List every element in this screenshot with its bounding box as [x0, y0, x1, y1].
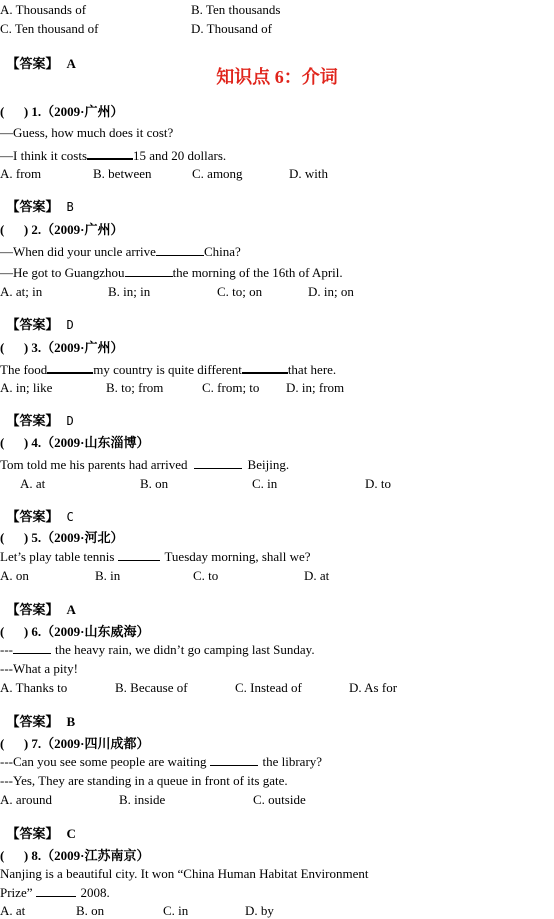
q6-option-a: A. Thanks to: [0, 680, 68, 695]
answer-value: B: [66, 200, 74, 214]
blank: [118, 549, 160, 561]
q4-header: ( ) 4.（2009·山东淄博）: [0, 435, 150, 450]
q8-option-c: C. in: [163, 903, 189, 918]
q1-option-d: D. with: [289, 166, 328, 181]
prev-option-c: C. Ten thousand of: [0, 21, 99, 36]
answer-value: A: [66, 602, 76, 617]
q1-option-a: A. from: [0, 166, 42, 181]
q1-answer: [0, 183, 74, 215]
q8-option-b: B. on: [76, 903, 105, 918]
q7-line1: ---Can you see some people are waiting the library?: [0, 754, 323, 769]
q7-header: ( ) 7.（2009·四川成都）: [0, 736, 150, 751]
answer-value: A: [66, 56, 76, 71]
answer-label: 【答案】: [6, 714, 59, 729]
blank: [47, 361, 93, 374]
q2-option-c: C. to; on: [217, 284, 263, 299]
q2-option-b: B. in; in: [108, 284, 151, 299]
section-title: 知识点 6：介词: [216, 67, 338, 87]
q5-answer: [0, 586, 76, 618]
q2-header: ( ) 2.（2009·广州）: [0, 222, 124, 237]
q1-line2: —I think it costs 15 and 20 dollars.: [0, 148, 227, 163]
q4-option-b: B. on: [140, 476, 169, 491]
q8-line1: Nanjing is a beautiful city. It won “China Human Habitat Environment: [0, 866, 369, 881]
q7-answer: [0, 810, 76, 842]
q2-option-a: A. at; in: [0, 284, 43, 299]
q6-option-d: D. As for: [349, 680, 398, 695]
q6-line1: --- the heavy rain, we didn’t go camping last Sunday.: [0, 642, 315, 657]
q5-option-b: B. in: [95, 568, 121, 583]
blank: [156, 244, 204, 256]
blank: [87, 147, 133, 160]
q1-header: ( ) 1.（2009·广州）: [0, 104, 124, 119]
q4-line1: Tom told me his parents had arrived Beijing.: [0, 457, 290, 472]
q6-line2: ---What a pity!: [0, 661, 78, 676]
q3-line1: The food my country is quite different that here.: [0, 362, 337, 377]
answer-label: 【答案】: [6, 199, 59, 214]
blank: [242, 361, 288, 374]
q5-line1: Let’s play table tennis Tuesday morning, shall we?: [0, 549, 311, 564]
answer-value: D: [66, 414, 74, 428]
blank: [13, 642, 51, 654]
q7-option-b: B. inside: [119, 792, 166, 807]
q3-header: ( ) 3.（2009·广州）: [0, 340, 124, 355]
q2-line2: —He got to Guangzhou the morning of the 16th of April.: [0, 265, 343, 280]
q5-option-d: D. at: [304, 568, 330, 583]
q6-answer: [0, 698, 75, 730]
q8-header: ( ) 8.（2009·江苏南京）: [0, 848, 150, 863]
answer-label: 【答案】: [6, 317, 59, 332]
q7-option-c: C. outside: [253, 792, 306, 807]
prev-option-a: A. Thousands of: [0, 2, 87, 17]
q1-option-b: B. between: [93, 166, 152, 181]
blank: [125, 265, 173, 277]
q4-option-a: A. at: [20, 476, 46, 491]
q1-option-c: C. among: [192, 166, 243, 181]
q4-answer: [0, 493, 74, 525]
q5-option-c: C. to: [193, 568, 219, 583]
blank: [194, 457, 242, 469]
answer-value: D: [66, 318, 74, 332]
answer-label: 【答案】: [6, 413, 59, 428]
q8-option-d: D. by: [245, 903, 274, 918]
q2-answer: [0, 301, 74, 333]
blank: [210, 754, 258, 766]
q4-option-c: C. in: [252, 476, 278, 491]
q2-line1: —When did your uncle arrive China?: [0, 244, 241, 259]
q3-option-c: C. from; to: [202, 380, 260, 395]
q3-answer: [0, 397, 74, 429]
blank: [36, 885, 76, 897]
q3-option-b: B. to; from: [106, 380, 164, 395]
q3-option-d: D. in; from: [286, 380, 345, 395]
answer-label: 【答案】: [6, 56, 59, 71]
q6-header: ( ) 6.（2009·山东威海）: [0, 624, 150, 639]
q4-option-d: D. to: [365, 476, 391, 491]
answer-label: 【答案】: [6, 826, 59, 841]
q5-option-a: A. on: [0, 568, 29, 583]
q3-option-a: A. in; like: [0, 380, 53, 395]
prev-option-d: D. Thousand of: [191, 21, 273, 36]
q2-option-d: D. in; on: [308, 284, 354, 299]
q6-option-b: B. Because of: [115, 680, 188, 695]
answer-value: C: [66, 510, 74, 524]
q8-option-a: A. at: [0, 903, 26, 918]
q8-line2: Prize” 2008.: [0, 885, 110, 900]
q6-option-c: C. Instead of: [235, 680, 302, 695]
answer-value: B: [66, 714, 76, 729]
answer-value: C: [66, 826, 76, 841]
q1-line1: —Guess, how much does it cost?: [0, 125, 174, 140]
prev-option-b: B. Ten thousands: [191, 2, 281, 17]
q5-header: ( ) 5.（2009·河北）: [0, 530, 124, 545]
q7-option-a: A. around: [0, 792, 52, 807]
answer-label: 【答案】: [6, 509, 59, 524]
q7-line2: ---Yes, They are standing in a queue in front of its gate.: [0, 773, 288, 788]
answer-label: 【答案】: [6, 602, 59, 617]
